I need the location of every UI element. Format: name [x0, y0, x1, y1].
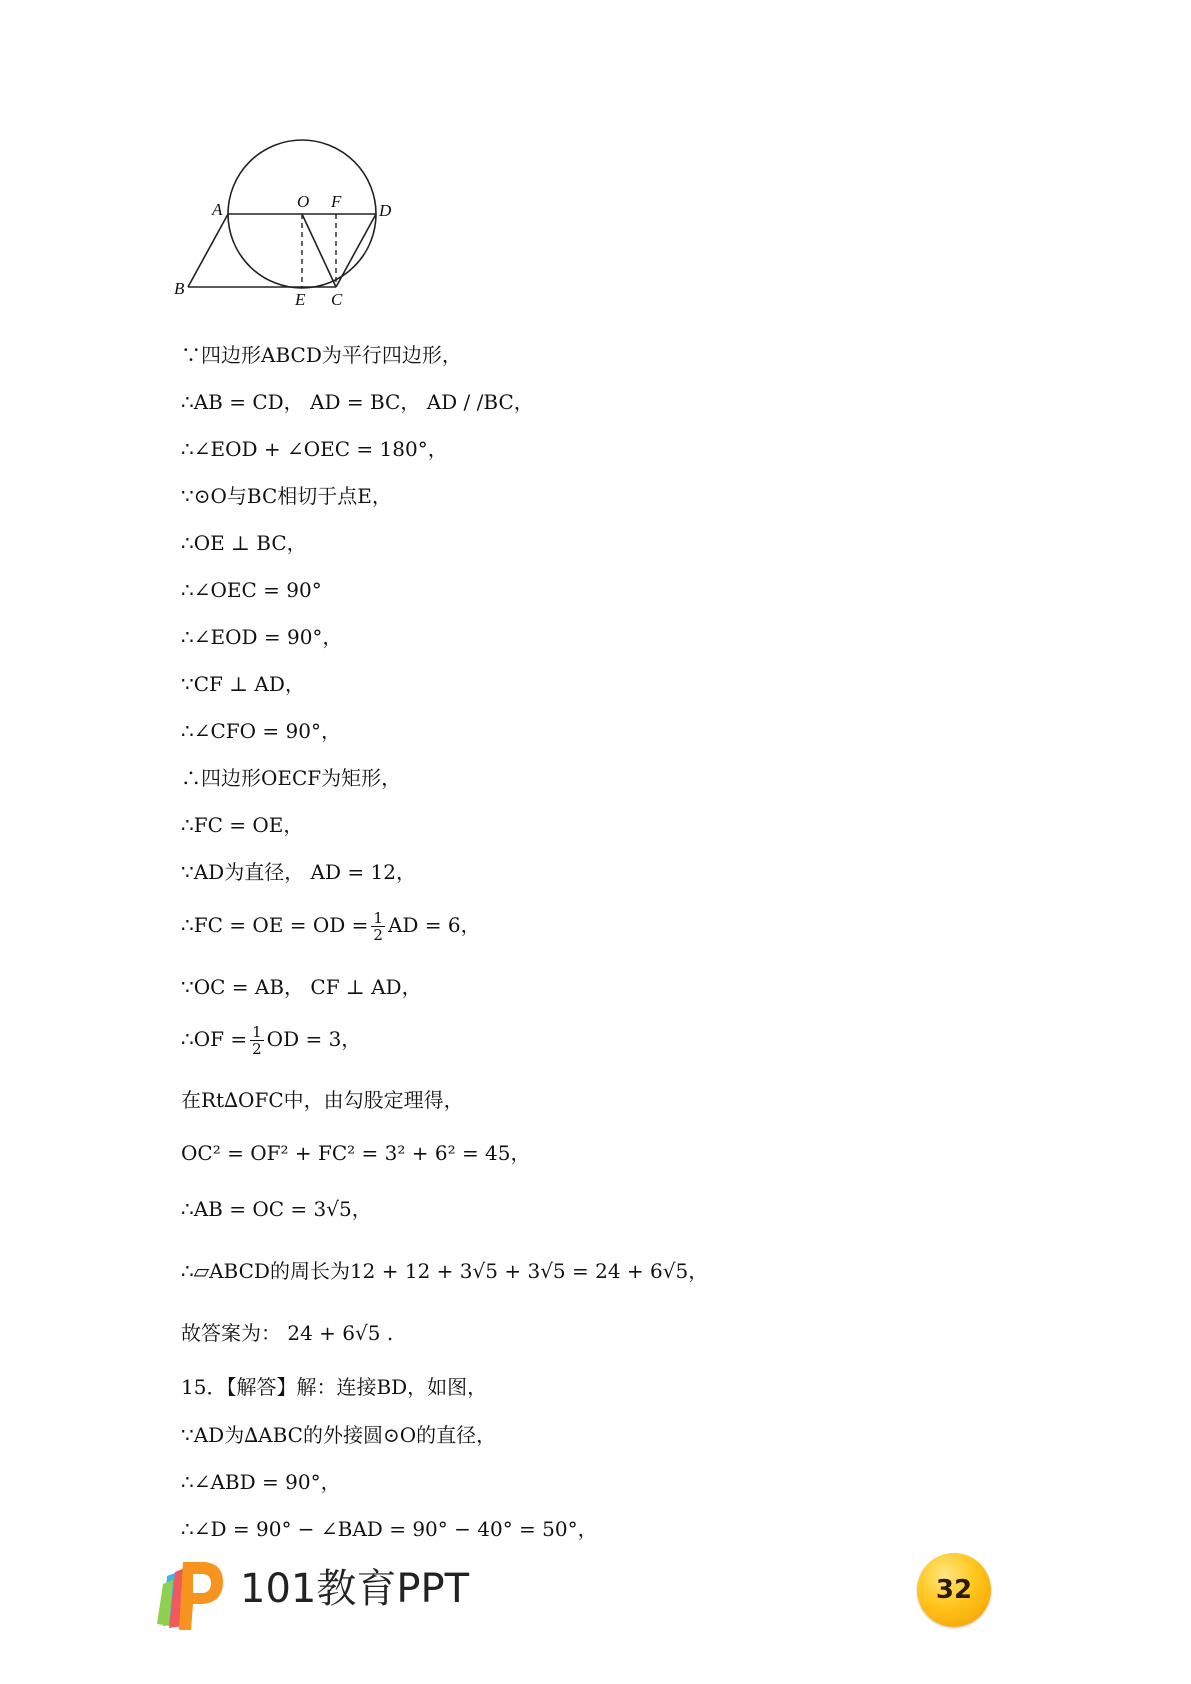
label-o: O — [297, 192, 310, 211]
proof-line: 故答案为： 24 + 6√5 . — [181, 1321, 394, 1345]
proof-line-fraction — [181, 910, 481, 943]
proof-line: ∵CF ⊥ AD， — [181, 672, 305, 696]
fraction-lead: ∴FC = OE = OD = — [181, 913, 369, 937]
fraction-numerator: 1 — [252, 1023, 262, 1041]
proof-line: ∴四边形OECF为矩形， — [181, 766, 402, 790]
proof-line: ∴∠EOD + ∠OEC = 180°， — [181, 437, 448, 461]
fraction-denominator: 2 — [373, 926, 383, 944]
proof-line: ∴OE ⊥ BC， — [181, 531, 307, 555]
proof-line: ∴AB = CD， AD = BC， AD / /BC， — [181, 390, 534, 414]
label-a: A — [212, 200, 223, 219]
page-number-badge: 32 — [917, 1553, 991, 1627]
fraction-numerator: 1 — [373, 909, 383, 927]
brand-logo-icon — [153, 1554, 225, 1632]
fraction-tail: AD = 6， — [387, 913, 481, 937]
label-b: B — [174, 279, 185, 298]
proof-line: ∵OC = AB， CF ⊥ AD， — [181, 975, 422, 999]
proof-line: ∴∠CFO = 90°， — [181, 719, 341, 743]
proof-line: ∵⊙O与BC相切于点E， — [181, 484, 392, 508]
segment-ab — [188, 214, 228, 287]
proof-line: ∴∠EOD = 90°， — [181, 625, 343, 649]
proof-line: ∴▱ABCD的周长为12 + 12 + 3√5 + 3√5 = 24 + 6√5， — [181, 1259, 709, 1283]
proof-line: ∵AD为∆ABC的外接圆⊙O的直径， — [181, 1423, 497, 1447]
fraction-lead: ∴OF = — [181, 1027, 248, 1051]
fraction-denominator: 2 — [252, 1040, 262, 1058]
fraction-tail: OD = 3， — [266, 1027, 362, 1051]
label-f: F — [331, 192, 342, 211]
proof-line: ∴∠D = 90° − ∠BAD = 90° − 40° = 50°， — [181, 1517, 598, 1541]
proof-line: ∴AB = OC = 3√5， — [181, 1197, 372, 1221]
fraction-one-half — [250, 1024, 264, 1057]
segment-oc — [302, 214, 336, 287]
label-c: C — [331, 290, 343, 309]
proof-line: ∴∠ABD = 90°， — [181, 1470, 341, 1494]
segment-cd — [336, 214, 376, 287]
proof-line: ∴∠OEC = 90° — [181, 578, 322, 602]
geometry-figure — [174, 140, 440, 332]
proof-line: OC² = OF² + FC² = 3² + 6² = 45， — [181, 1141, 531, 1165]
proof-line: ∴FC = OE， — [181, 813, 304, 837]
proof-line: ∵AD为直径， AD = 12， — [181, 860, 416, 884]
proof-line: ∵四边形ABCD为平行四边形， — [181, 343, 462, 367]
label-d: D — [379, 201, 392, 220]
brand-name: 101教育PPT — [240, 1566, 470, 1612]
fraction-one-half — [371, 910, 385, 943]
proof-line: 在Rt∆OFC中，由勾股定理得， — [181, 1088, 464, 1112]
label-e: E — [295, 290, 306, 309]
proof-line: 15．【解答】解：连接BD，如图， — [181, 1375, 488, 1399]
proof-line-fraction — [181, 1024, 361, 1057]
